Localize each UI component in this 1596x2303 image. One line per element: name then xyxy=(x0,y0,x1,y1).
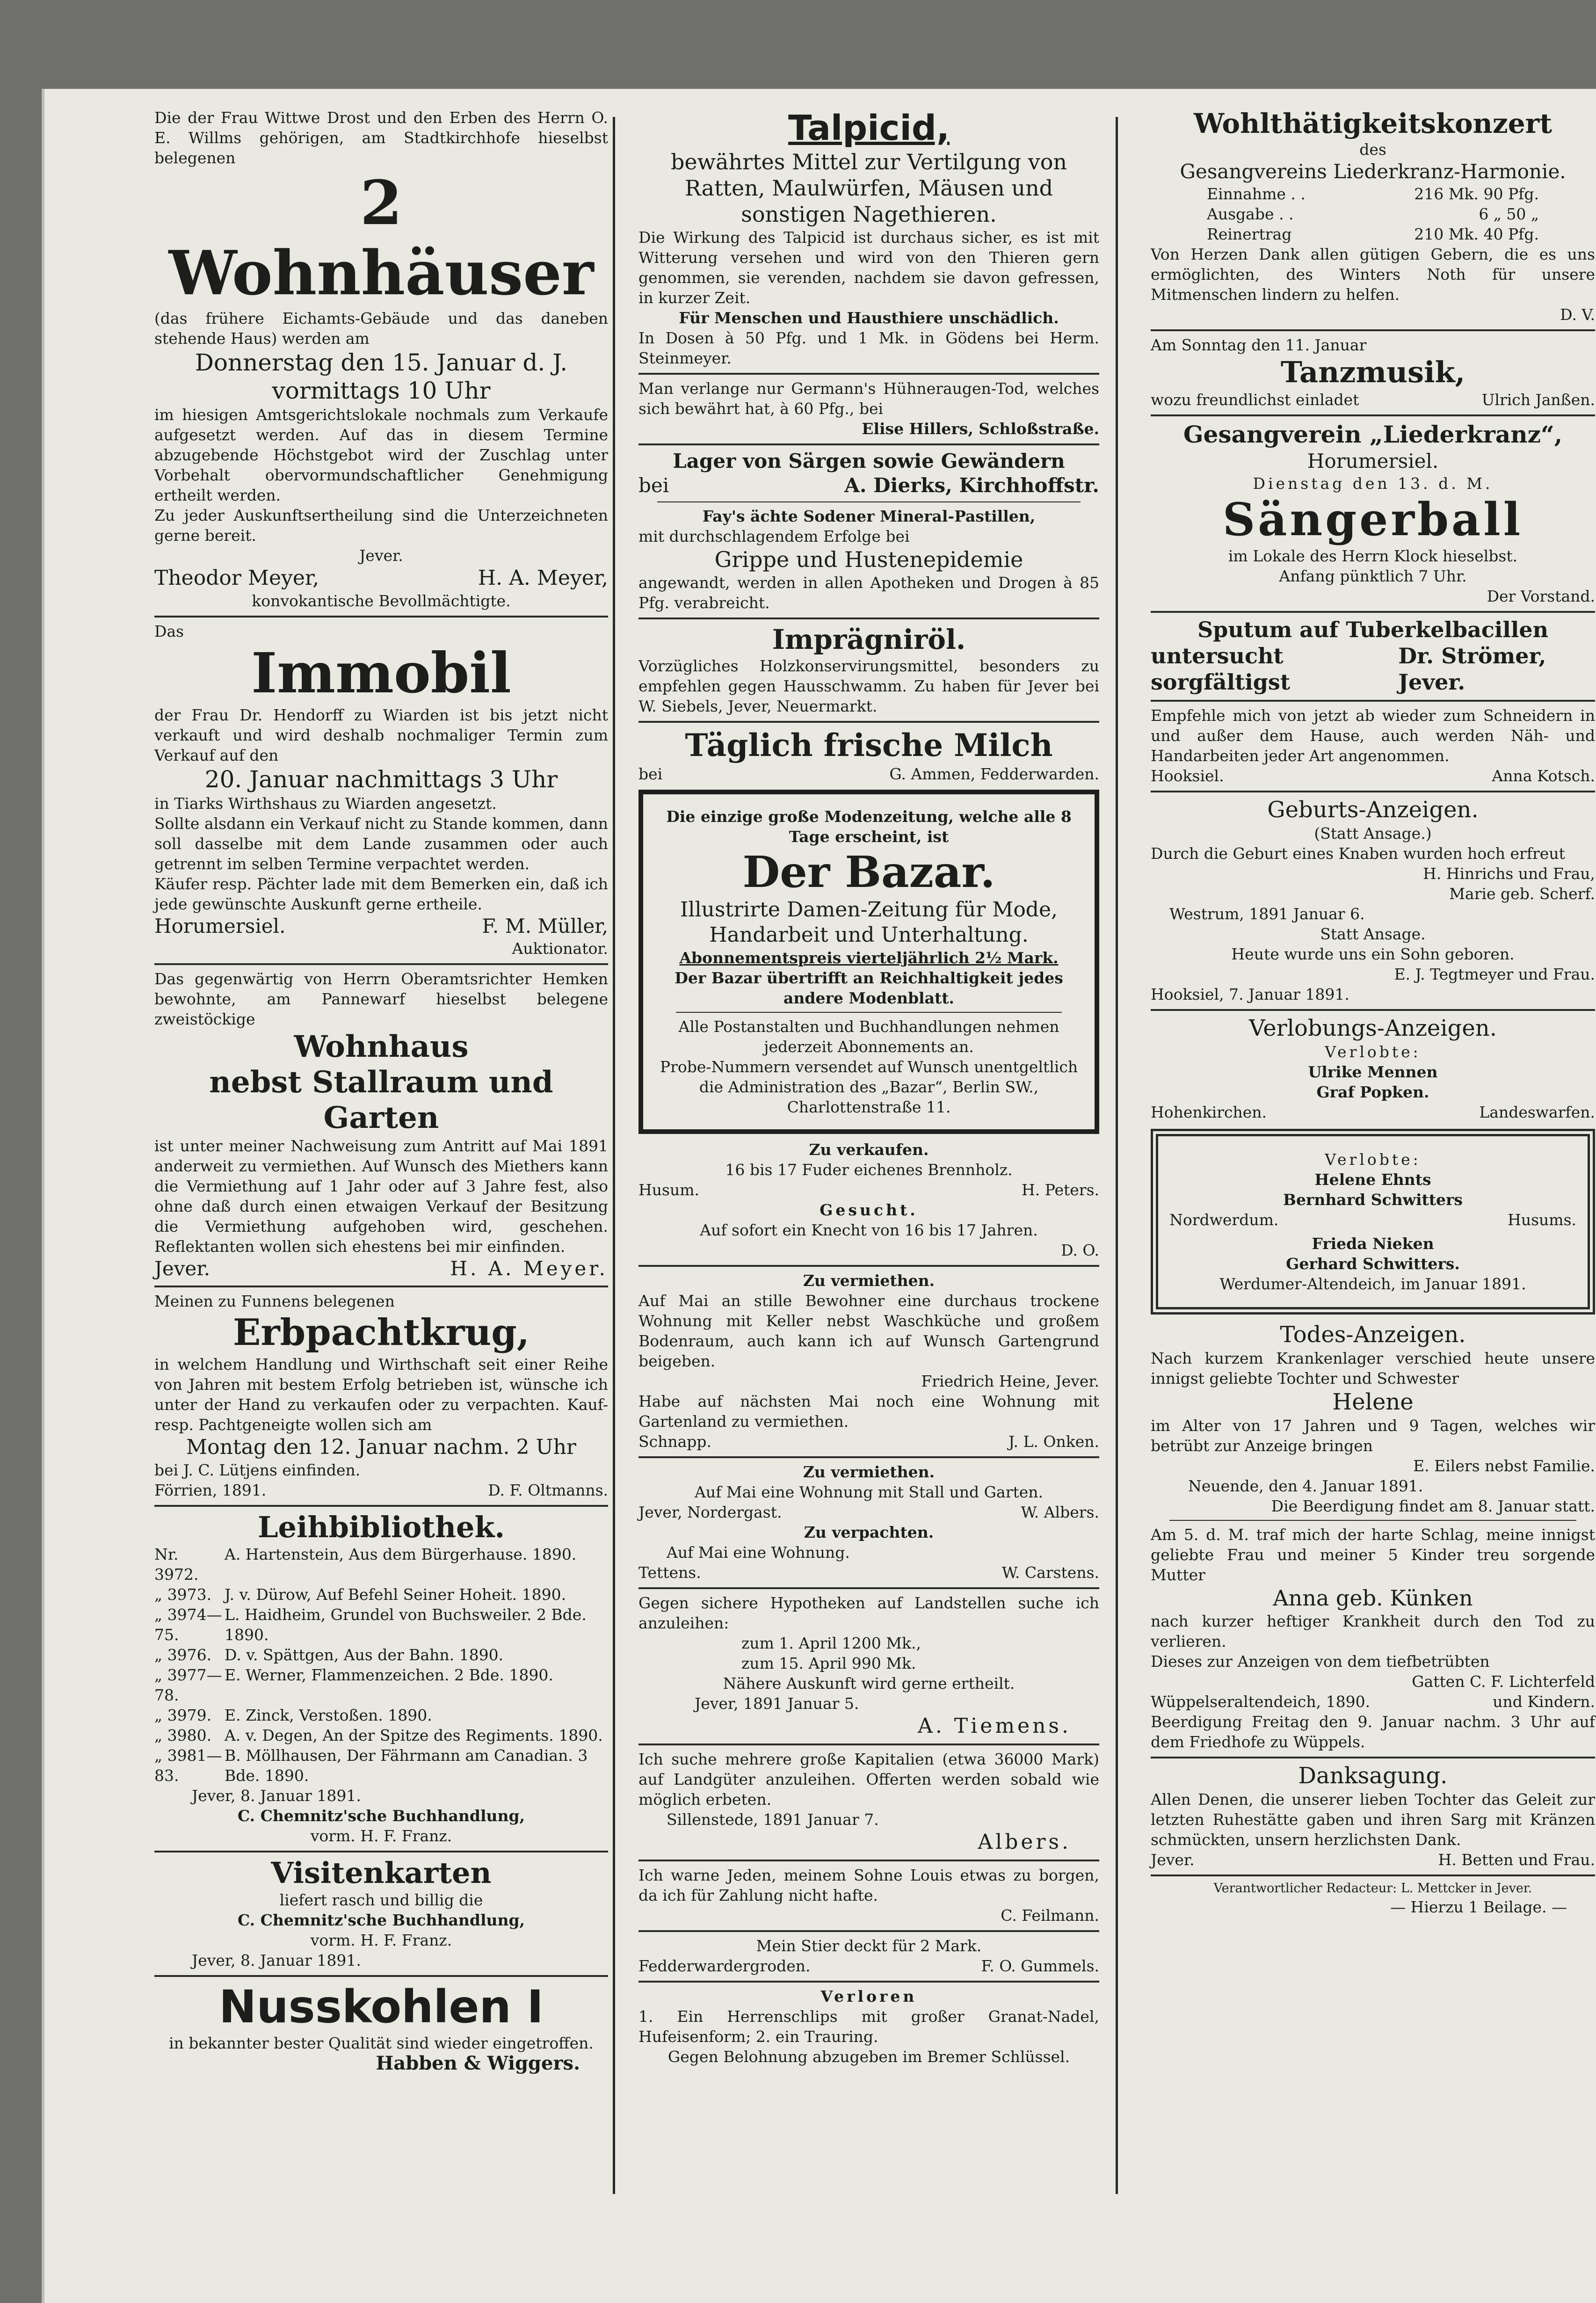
ad-vermiethen-1 xyxy=(638,1271,1099,1391)
ad-signature: F. O. Gummels. xyxy=(981,1957,1099,1975)
ad-signature: Elise Hillers, Schloßstraße. xyxy=(862,420,1099,438)
ad-body: im hiesigen Amtsgerichtslokale nochmals zum Verkaufe aufgesetzt werden. Auf das in diesem Termine abzugebende Höchstgebot wird der Zuschlag unter Vorbehalt obervormundschaftlicher Genehmigung ertheilt werden. xyxy=(154,406,608,504)
ad-name: Gerhard Schwitters. xyxy=(1286,1255,1460,1273)
ad-title: Fay's ächte Sodener Mineral-Pastillen, xyxy=(702,507,1036,525)
page-footer xyxy=(1151,1880,1595,1917)
ad-highlight: Sängerball xyxy=(1222,493,1523,546)
ad-place: Hooksiel, 7. Januar 1891. xyxy=(1151,985,1349,1003)
ad-title: Wohnhaus xyxy=(294,1029,469,1064)
ad-body: (das frühere Eichamts-Gebäude und das daneben stehende Haus) werden am xyxy=(154,309,608,348)
ad-signature: Theodor Meyer, xyxy=(154,566,319,590)
ad-visitenkarten xyxy=(154,1856,608,1970)
ad-body: Die Beerdigung findet am 8. Januar statt. xyxy=(1271,1497,1595,1515)
ad-body: Man verlange nur Germann's Hühneraugen-Tod, welches sich bewährt hat, à 60 Pfg., bei xyxy=(638,379,1099,418)
ad-place: Jever, 8. Januar 1891. xyxy=(192,1787,361,1805)
divider xyxy=(1151,611,1595,613)
ad-place: Husums. xyxy=(1508,1211,1576,1229)
divider xyxy=(1151,700,1595,702)
ad-signature: H. A. Meyer, xyxy=(478,566,608,590)
ad-subtitle: konvokantische Bevollmächtigte. xyxy=(252,592,511,610)
ad-naeharbeiten xyxy=(1151,705,1595,786)
column-right xyxy=(1151,108,1595,1917)
ad-signatures xyxy=(154,1257,608,1281)
ad-place: Hooksiel. xyxy=(1151,767,1224,785)
divider xyxy=(676,1012,1062,1013)
ad-intro: Die der Frau Wittwe Drost und den Erben des Herrn O. E. Willms gehörigen, am Stadtkirchhofe hieselbst belegenen xyxy=(154,109,608,167)
ad-signature: Gatten C. F. Lichterfeld xyxy=(1412,1672,1595,1691)
ad-signature: J. L. Onken. xyxy=(1008,1432,1099,1451)
divider xyxy=(638,721,1099,723)
ad-title: Visitenkarten xyxy=(271,1856,492,1890)
book-number: „ 3977—78. xyxy=(154,1666,222,1704)
ad-signature: D. V. xyxy=(1560,305,1595,324)
ad-signatures xyxy=(638,1431,1099,1452)
ad-wohnhaus xyxy=(154,969,608,1281)
ad-signature: Der Vorstand. xyxy=(1487,587,1595,605)
accounts-row xyxy=(1207,224,1539,244)
book-title: J. v. Dürow, Auf Befehl Seiner Hoheit. 1890. xyxy=(225,1585,566,1604)
ad-body: Auf Mai an stille Bewohner eine durchaus trockene Wohnung mit Keller nebst Waschküche und großem Bodenraum, auch kann ich auf Wunsch Gartengrund beigeben. xyxy=(638,1292,1099,1370)
divider xyxy=(1169,1520,1576,1521)
book-title: B. Möllhausen, Der Fährmann am Canadian. 3 Bde. 1890. xyxy=(225,1746,588,1785)
ad-verpachten xyxy=(638,1522,1099,1583)
ad-pre: Das xyxy=(154,622,184,640)
ad-name: Bernhard Schwitters xyxy=(1283,1191,1463,1209)
column-rule-2 xyxy=(1116,117,1118,2194)
ad-place: Sillenstede, 1891 Januar 7. xyxy=(667,1810,879,1829)
ad-name: Graf Popken. xyxy=(1316,1083,1429,1101)
ad-signature: C. Chemnitz'sche Buchhandlung, xyxy=(237,1807,525,1825)
ad-verlobung xyxy=(1151,1015,1595,1122)
ad-line: untersucht sorgfältigst xyxy=(1151,643,1291,695)
ad-warnung xyxy=(638,1865,1099,1925)
ad-danksagung xyxy=(1151,1762,1595,1870)
ad-body: Empfehle mich von jetzt ab wieder zum Schneidern in und außer dem Hause, auch werden Näh- und Handarbeiten jeder Art angenommen. xyxy=(1151,706,1595,765)
ad-body: in bekannter bester Qualität sind wieder eingetroffen. xyxy=(169,2034,594,2052)
divider xyxy=(154,963,608,965)
ad-body: Auf Mai eine Wohnung mit Stall und Garten. xyxy=(694,1483,1044,1501)
ad-title: Wohlthätigkeitskonzert xyxy=(1193,108,1552,139)
ad-subtitle: vorm. H. F. Franz. xyxy=(310,1827,452,1845)
ad-signatures xyxy=(1151,1692,1595,1712)
ad-body: Probe-Nummern versendet auf Wunsch unentgeltlich die Administration des „Bazar“, Berlin SW., Charlottenstraße 11. xyxy=(660,1058,1078,1116)
ad-impraegnieroel xyxy=(638,623,1099,716)
accounts-value: 6 „ 50 „ xyxy=(1479,205,1539,223)
ad-fay xyxy=(638,506,1099,613)
ad-date: 20. Januar nachmittags 3 Uhr xyxy=(204,766,558,793)
book-number: „ 3980. xyxy=(154,1726,212,1744)
ad-place: Fedderwardergroden. xyxy=(638,1957,811,1975)
ad-signature: W. Carstens. xyxy=(1001,1563,1099,1582)
ad-intro: Die einzige große Modenzeitung, welche alle 8 Tage erscheint, ist xyxy=(666,807,1072,846)
ad-konzert xyxy=(1151,108,1595,325)
ad-verkaufen xyxy=(638,1140,1099,1200)
ad-title: Gesangverein „Liederkranz“, xyxy=(1183,421,1563,448)
ad-place: Förrien, 1891. xyxy=(154,1481,267,1499)
footer-supplement: — Hierzu 1 Beilage. — xyxy=(1390,1898,1567,1916)
ad-body: nach kurzer heftiger Krankheit durch den Tod zu verlieren. xyxy=(1151,1612,1595,1650)
ad-signatures xyxy=(638,473,1099,498)
book-number: „ 3973. xyxy=(154,1585,212,1604)
ad-signature: Ulrich Janßen. xyxy=(1481,391,1595,409)
ad-signature: G. Ammen, Fedderwarden. xyxy=(889,765,1099,783)
ad-time: vormittags 10 Uhr xyxy=(272,377,491,404)
book-list xyxy=(154,1544,608,1786)
accounts-value: 216 Mk. 90 Pfg. xyxy=(1414,185,1539,203)
accounts-value: 210 Mk. 40 Pfg. xyxy=(1414,225,1539,243)
ad-title: Sputum auf Tuberkelbacillen xyxy=(1197,617,1549,642)
divider xyxy=(638,1744,1099,1745)
ad-body: Alle Postanstalten und Buchhandlungen nehmen jederzeit Abonnements an. xyxy=(678,1017,1059,1056)
ad-body: In Dosen à 50 Pfg. und 1 Mk. in Gödens bei Herm. Steinmeyer. xyxy=(638,329,1099,367)
ad-hypotheken xyxy=(638,1593,1099,1739)
ad-body: Beerdigung Freitag den 9. Januar nachm. 3 Uhr auf dem Friedhofe zu Wüppels. xyxy=(1151,1713,1595,1751)
ad-highlight: Für Menschen und Hausthiere unschädlich. xyxy=(679,309,1059,327)
ad-place: Jever, Nordergast. xyxy=(638,1503,782,1521)
divider xyxy=(638,443,1099,445)
divider xyxy=(638,618,1099,619)
ad-body: liefert rasch und billig die xyxy=(279,1891,483,1909)
ad-pre: bei xyxy=(638,474,669,497)
ad-gesucht xyxy=(638,1200,1099,1260)
ad-signatures xyxy=(1151,1850,1595,1870)
book-title: E. Zinck, Verstoßen. 1890. xyxy=(225,1706,432,1724)
ad-signature: Marie geb. Scherf. xyxy=(1449,885,1595,903)
ad-intro: Am Sonntag den 11. Januar xyxy=(1151,336,1367,354)
ad-verlobt-frame xyxy=(1151,1129,1595,1315)
divider xyxy=(1151,1874,1595,1876)
ad-body: Heute wurde uns ein Sohn geboren. xyxy=(1231,945,1515,963)
ad-signatures xyxy=(1151,766,1595,786)
ad-signature: F. M. Müller, xyxy=(482,915,608,937)
divider xyxy=(1151,1757,1595,1758)
ad-title: Gesucht. xyxy=(820,1201,918,1219)
ad-body: Nähere Auskunft wird gerne ertheilt. xyxy=(723,1674,1015,1693)
book-number: „ 3976. xyxy=(154,1646,212,1664)
ad-body: in welchem Handlung und Wirthschaft seit einer Reihe von Jahren mit bestem Erfolg betrieben ist, wünsche ich unter der Hand zu verkaufen oder zu verpachten. Kauf- resp. Pachtgeneigte wollen sich am xyxy=(154,1355,608,1434)
ad-body: Vorzügliches Holzkonservirungsmittel, besonders zu empfehlen gegen Hausschwamm. Zu haben für Jever bei W. Siebels, Jever, Neuermarkt. xyxy=(638,657,1099,715)
ad-body: Gegen sichere Hypotheken auf Landstellen suche ich anzuleihen: xyxy=(638,1594,1099,1632)
ad-title: Erbpachtkrug, xyxy=(233,1311,530,1354)
ad-leihbibliothek xyxy=(154,1511,608,1846)
column-middle xyxy=(638,108,1099,2067)
ad-highlight: Der Bazar übertrifft an Reichhaltigkeit jedes andere Modenblatt. xyxy=(675,969,1063,1007)
ad-body: Mein Stier deckt für 2 Mark. xyxy=(756,1937,982,1955)
ad-date: Donnerstag den 15. Januar d. J. xyxy=(195,349,568,376)
ad-signature: Dr. Strömer, Jever. xyxy=(1398,643,1546,695)
ad-intro: Das gegenwärtig von Herrn Oberamtsrichter Hemken bewohnte, am Pannewarf hieselbst belegene zweistöckige xyxy=(154,970,608,1028)
ad-signatures xyxy=(638,1562,1099,1583)
divider xyxy=(638,1930,1099,1932)
divider xyxy=(638,1981,1099,1983)
ad-title: Zu verkaufen. xyxy=(809,1141,929,1159)
ad-body: Am 5. d. M. traf mich der harte Schlag, meine innigst geliebte Frau und meiner 5 Kinder treu sorgende Mutter xyxy=(1151,1526,1595,1584)
ad-body: Auf sofort ein Knecht von 16 bis 17 Jahren. xyxy=(700,1221,1038,1239)
ad-place: Tettens. xyxy=(638,1563,701,1582)
column-left xyxy=(154,108,608,2073)
ad-signature: D. F. Oltmanns. xyxy=(488,1481,608,1499)
ad-body: ist unter meiner Nachweisung zum Antritt auf Mai 1891 anderweit zu vermiethen. Auf Wunsch des Miethers kann die Vermiethung auf 1 Jahr oder auf 3 Jahre fest, also ohne daß durch einen etwaigen Verkauf der Besitzung die Vermiethung aufgehoben wird, geschehen. Reflektanten wollen sich ehestens bei mir einfinden. xyxy=(154,1137,608,1256)
ad-place: Nordwerdum. xyxy=(1169,1211,1279,1229)
ad-subtitle: Verlobte: xyxy=(1325,1043,1421,1061)
ad-stier xyxy=(638,1936,1099,1976)
ad-signatures xyxy=(1151,643,1595,695)
ad-place: Werdumer-Altendeich, im Januar 1891. xyxy=(1219,1275,1526,1293)
ad-signature: H. A. Meyer. xyxy=(450,1257,608,1280)
ad-signature: Habben & Wiggers. xyxy=(376,2052,580,2074)
divider xyxy=(638,1860,1099,1861)
ad-signatures xyxy=(154,1480,608,1500)
ad-intro: Meinen zu Funnens belegenen xyxy=(154,1292,395,1310)
ad-highlight: Grippe und Hustenepidemie xyxy=(714,547,1023,572)
divider xyxy=(1151,1009,1595,1011)
ad-subtitle: bewährtes Mittel zur Vertilgung von Ratten, Maulwürfen, Mäusen und sonstigen Nagethieren. xyxy=(670,149,1067,227)
ad-body: Durch die Geburt eines Knaben wurden hoch erfreut xyxy=(1151,844,1565,863)
ad-signature: H. Hinrichs und Frau, xyxy=(1422,865,1595,883)
ad-title: Imprägniröl. xyxy=(772,624,966,655)
ad-subtitle: Auktionator. xyxy=(512,939,608,958)
ad-date: Montag den 12. Januar nachm. 2 Uhr xyxy=(186,1435,576,1459)
ad-erbpacht xyxy=(154,1291,608,1500)
ad-body: Nach kurzem Krankenlager verschied heute unsere innigst geliebte Tochter und Schwester xyxy=(1151,1349,1595,1388)
ad-signature: E. J. Tegtmeyer und Frau. xyxy=(1394,965,1595,983)
divider xyxy=(638,373,1099,375)
divider xyxy=(154,1505,608,1507)
ad-signature: C. Chemnitz'sche Buchhandlung, xyxy=(237,1911,525,1929)
ad-body: 16 bis 17 Fuder eichenes Brennholz. xyxy=(725,1161,1013,1179)
ad-title: nebst Stallraum und Garten xyxy=(209,1065,553,1135)
ad-price: Abonnementspreis vierteljährlich 2½ Mark. xyxy=(679,949,1059,967)
ad-subtitle: vorm. H. F. Franz. xyxy=(310,1931,452,1949)
divider xyxy=(657,501,1081,502)
ad-place: Horumersiel. xyxy=(154,915,286,937)
ad-milch xyxy=(638,726,1099,784)
accounts-label: Reinertrag xyxy=(1207,225,1292,243)
ad-body: Die Wirkung des Talpicid ist durchaus sicher, es ist mit Witterung versehen und wird von den Thieren gern genommen, sie verenden, nachdem sie davon gefressen, in kurzer Zeit. xyxy=(638,228,1099,307)
divider xyxy=(638,1265,1099,1267)
ad-title: 2 Wohnhäuser xyxy=(168,167,594,309)
ad-place: Wüppelseraltendeich, 1890. xyxy=(1151,1693,1371,1711)
divider xyxy=(154,616,608,618)
ad-title: Täglich frische Milch xyxy=(685,727,1053,763)
book-title: A. v. Degen, An der Spitze des Regiments. 1890. xyxy=(225,1726,603,1744)
ad-place: Schnapp. xyxy=(638,1432,712,1451)
ad-places xyxy=(1151,1102,1595,1122)
ad-name: Anna geb. Künken xyxy=(1273,1585,1473,1611)
divider xyxy=(1151,791,1595,792)
ad-body: Habe auf nächsten Mai noch eine Wohnung mit Gartenland zu vermiethen. xyxy=(638,1392,1099,1431)
ad-place: Hohenkirchen. xyxy=(1151,1103,1267,1121)
footer-editor: Verantwortlicher Redacteur: L. Mettcker in Jever. xyxy=(1213,1881,1532,1896)
ad-title: Lager von Särgen sowie Gewändern xyxy=(673,450,1065,472)
column-rule-1 xyxy=(613,117,615,2194)
ad-name: Helene xyxy=(1332,1389,1414,1415)
ad-name: Frieda Nieken xyxy=(1312,1235,1434,1253)
book-title: E. Werner, Flammenzeichen. 2 Bde. 1890. xyxy=(225,1666,553,1684)
ad-title: Zu verpachten. xyxy=(804,1523,934,1541)
divider xyxy=(638,1456,1099,1458)
ad-subtitle: Verlobte: xyxy=(1325,1150,1421,1169)
ad-gartenland xyxy=(638,1391,1099,1452)
ad-place: Jever. xyxy=(359,546,403,565)
ad-body: bei J. C. Lütjens einfinden. xyxy=(154,1461,361,1479)
ad-sputum xyxy=(1151,617,1595,695)
ad-title: Talpicid, xyxy=(788,108,950,148)
ad-signature: H. Betten und Frau. xyxy=(1438,1851,1595,1869)
ad-place: Jever. xyxy=(154,1257,210,1280)
ad-place: Jever. xyxy=(1151,1851,1195,1869)
ad-body: Sollte alsdann ein Verkauf nicht zu Stande kommen, dann soll dasselbe mit dem Lande zusammen oder auch getrennt im selben Termine verpachtet werden. xyxy=(154,814,608,873)
ad-title: Zu vermiethen. xyxy=(803,1271,935,1290)
ad-body: in Tiarks Wirthshaus zu Wiarden angesetzt. xyxy=(154,794,497,813)
ad-saerge xyxy=(638,449,1099,498)
ad-signatures xyxy=(154,566,608,591)
book-title: A. Hartenstein, Aus dem Bürgerhause. 1890. xyxy=(225,1545,577,1563)
ad-place: Jever, 1891 Januar 5. xyxy=(695,1694,859,1713)
ad-verloren xyxy=(638,1986,1099,2067)
ad-body: im Lokale des Herrn Klock hieselbst. xyxy=(1228,547,1518,565)
ad-signature: W. Albers. xyxy=(1021,1503,1099,1521)
ad-vermiethen-2 xyxy=(638,1462,1099,1522)
divider xyxy=(154,1851,608,1853)
ad-body: der Frau Dr. Hendorff zu Wiarden ist bis jetzt nicht verkauft und wird deshalb nochmaliger Termin zum Verkauf auf den xyxy=(154,706,608,764)
ad-todesanzeigen xyxy=(1151,1321,1595,1752)
ad-place: Westrum, 1891 Januar 6. xyxy=(1169,905,1365,923)
ad-name: Helene Ehnts xyxy=(1314,1170,1431,1189)
divider xyxy=(1151,329,1595,331)
ad-title: Verlobungs-Anzeigen. xyxy=(1249,1015,1497,1041)
ad-body: Käufer resp. Pächter lade mit dem Bemerken ein, daß ich jede gewünschte Auskunft gerne ertheile. xyxy=(154,875,608,913)
ad-signature: D. O. xyxy=(1061,1241,1099,1259)
ad-signatures xyxy=(638,1502,1099,1522)
ad-signature: A. Dierks, Kirchhoffstr. xyxy=(844,474,1099,497)
ad-pre: bei xyxy=(638,765,663,783)
ad-place: Landeswarfen. xyxy=(1479,1103,1595,1121)
ad-title: Geburts-Anzeigen. xyxy=(1267,797,1479,823)
ad-place: Neuende, den 4. Januar 1891. xyxy=(1188,1477,1423,1495)
ad-title: Verloren xyxy=(820,1987,917,2005)
ad-subtitle: und Kindern. xyxy=(1493,1693,1595,1711)
ad-body: Allen Denen, die unserer lieben Tochter das Geleit zur letzten Ruhestätte gaben und ihren Sarg mit Kränzen schmückten, unsern herzlichsten Dank. xyxy=(1151,1790,1595,1849)
ad-place: Husum. xyxy=(638,1181,700,1199)
book-title: L. Haidheim, Grundel von Buchsweiler. 2 Bde. 1890. xyxy=(225,1606,587,1644)
ad-pre: des xyxy=(1359,140,1386,159)
ad-body: angewandt, werden in allen Apotheken und Drogen à 85 Pfg. verabreicht. xyxy=(638,574,1099,612)
ad-subtitle: (Statt Ansage.) xyxy=(1314,824,1432,843)
ad-body: Auf Mai eine Wohnung. xyxy=(667,1543,850,1562)
book-number: „ 3981—83. xyxy=(154,1746,222,1785)
accounts-row xyxy=(1207,204,1539,224)
accounts-row xyxy=(1207,184,1539,204)
book-number: „ 3979. xyxy=(154,1706,212,1724)
ad-name: Ulrike Mennen xyxy=(1308,1063,1438,1081)
ad-date: Dienstag den 13. d. M. xyxy=(1253,474,1493,493)
ad-title: Immobil xyxy=(251,640,511,705)
divider xyxy=(154,1286,608,1287)
ad-wohnhaeuser xyxy=(154,108,608,611)
ad-body: Anfang pünktlich 7 Uhr. xyxy=(1279,567,1467,585)
ad-title: Zu vermiethen. xyxy=(803,1463,935,1481)
ad-title: Todes-Anzeigen. xyxy=(1280,1322,1466,1348)
ad-body: Gegen Belohnung abzugeben im Bremer Schlüssel. xyxy=(667,2048,1070,2066)
ad-signatures xyxy=(638,764,1099,784)
ad-kapitalien xyxy=(638,1749,1099,1855)
ad-body: Dieses zur Anzeigen von dem tiefbetrübten xyxy=(1151,1652,1490,1671)
ad-talpicid xyxy=(638,108,1099,368)
ad-body: wozu freundlichst einladet xyxy=(1151,391,1359,409)
ad-signatures xyxy=(638,1180,1099,1200)
ad-body: im Alter von 17 Jahren und 9 Tagen, welches wir betrübt zur Anzeige bringen xyxy=(1151,1417,1595,1455)
ad-subtitle: Gesangvereins Liederkranz-Harmonie. xyxy=(1180,160,1566,183)
ad-bazar-box xyxy=(638,790,1099,1134)
ad-subtitle: Illustrirte Damen-Zeitung für Mode, Handarbeit und Unterhaltung. xyxy=(680,898,1058,947)
ad-title: Der Bazar. xyxy=(742,847,995,897)
ad-body: mit durchschlagendem Erfolge bei xyxy=(638,527,910,545)
ad-immobil xyxy=(154,621,608,959)
spacer xyxy=(1169,1230,1576,1234)
ad-signature: Albers. xyxy=(978,1830,1071,1854)
ad-signature: Anna Kotsch. xyxy=(1492,767,1595,785)
divider xyxy=(154,1975,608,1977)
ad-signature: E. Eilers nebst Familie. xyxy=(1413,1457,1595,1475)
ad-geburt xyxy=(1151,796,1595,1004)
ad-title: Tanzmusik, xyxy=(1280,355,1465,389)
ad-body: 1. Ein Herrenschlips mit großer Granat-Nadel, Hufeisenform; 2. ein Trauring. xyxy=(638,2007,1099,2046)
ad-body: Von Herzen Dank allen gütigen Gebern, die es uns ermöglichten, des Winters Noth für unsere Mitmenschen lindern zu helfen. xyxy=(1151,245,1595,304)
ad-place: Horumersiel. xyxy=(1307,450,1439,472)
accounts-label: Ausgabe . . xyxy=(1207,205,1294,223)
divider xyxy=(638,1587,1099,1589)
ad-saengerball xyxy=(1151,420,1595,606)
ad-signatures xyxy=(154,914,608,938)
ad-signature: H. Peters. xyxy=(1022,1181,1099,1199)
ad-line: zum 15. April 990 Mk. xyxy=(741,1654,916,1672)
ad-title: Nusskohlen I xyxy=(218,1981,544,2033)
ad-places xyxy=(1169,1210,1576,1230)
ad-signature: Friedrich Heine, Jever. xyxy=(921,1372,1099,1390)
ad-body: Ich warne Jeden, meinem Sohne Louis etwas zu borgen, da ich für Zahlung nicht hafte. xyxy=(638,1866,1099,1904)
book-number: Nr. 3972. xyxy=(154,1545,199,1584)
ad-place: Jever, 8. Januar 1891. xyxy=(192,1951,361,1969)
accounts-table xyxy=(1151,184,1595,244)
divider xyxy=(1151,414,1595,416)
ad-huehneraugen xyxy=(638,378,1099,439)
ad-signatures xyxy=(1151,390,1595,410)
book-number: „ 3974—75. xyxy=(154,1606,222,1644)
ad-line: zum 1. April 1200 Mk., xyxy=(741,1634,921,1652)
ad-nusskohlen xyxy=(154,1981,608,2073)
ad-title: Danksagung. xyxy=(1298,1763,1448,1789)
ad-body: Zu jeder Auskunftsertheilung sind die Unterzeichneten gerne bereit. xyxy=(154,506,608,545)
ad-tanzmusik xyxy=(1151,335,1595,410)
ad-body: Ich suche mehrere große Kapitalien (etwa 36000 Mark) auf Landgüter anzuleihen. Offerten werden sobald wie möglich erbeten. xyxy=(638,1750,1099,1809)
book-title: D. v. Spättgen, Aus der Bahn. 1890. xyxy=(225,1646,504,1664)
ad-title: Leihbibliothek. xyxy=(257,1510,505,1544)
ad-signature: C. Feilmann. xyxy=(1001,1906,1099,1925)
ad-signatures xyxy=(638,1956,1099,1976)
accounts-label: Einnahme . . xyxy=(1207,185,1306,203)
ad-subtitle: Statt Ansage. xyxy=(1320,925,1426,943)
ad-signature: A. Tiemens. xyxy=(918,1714,1071,1738)
